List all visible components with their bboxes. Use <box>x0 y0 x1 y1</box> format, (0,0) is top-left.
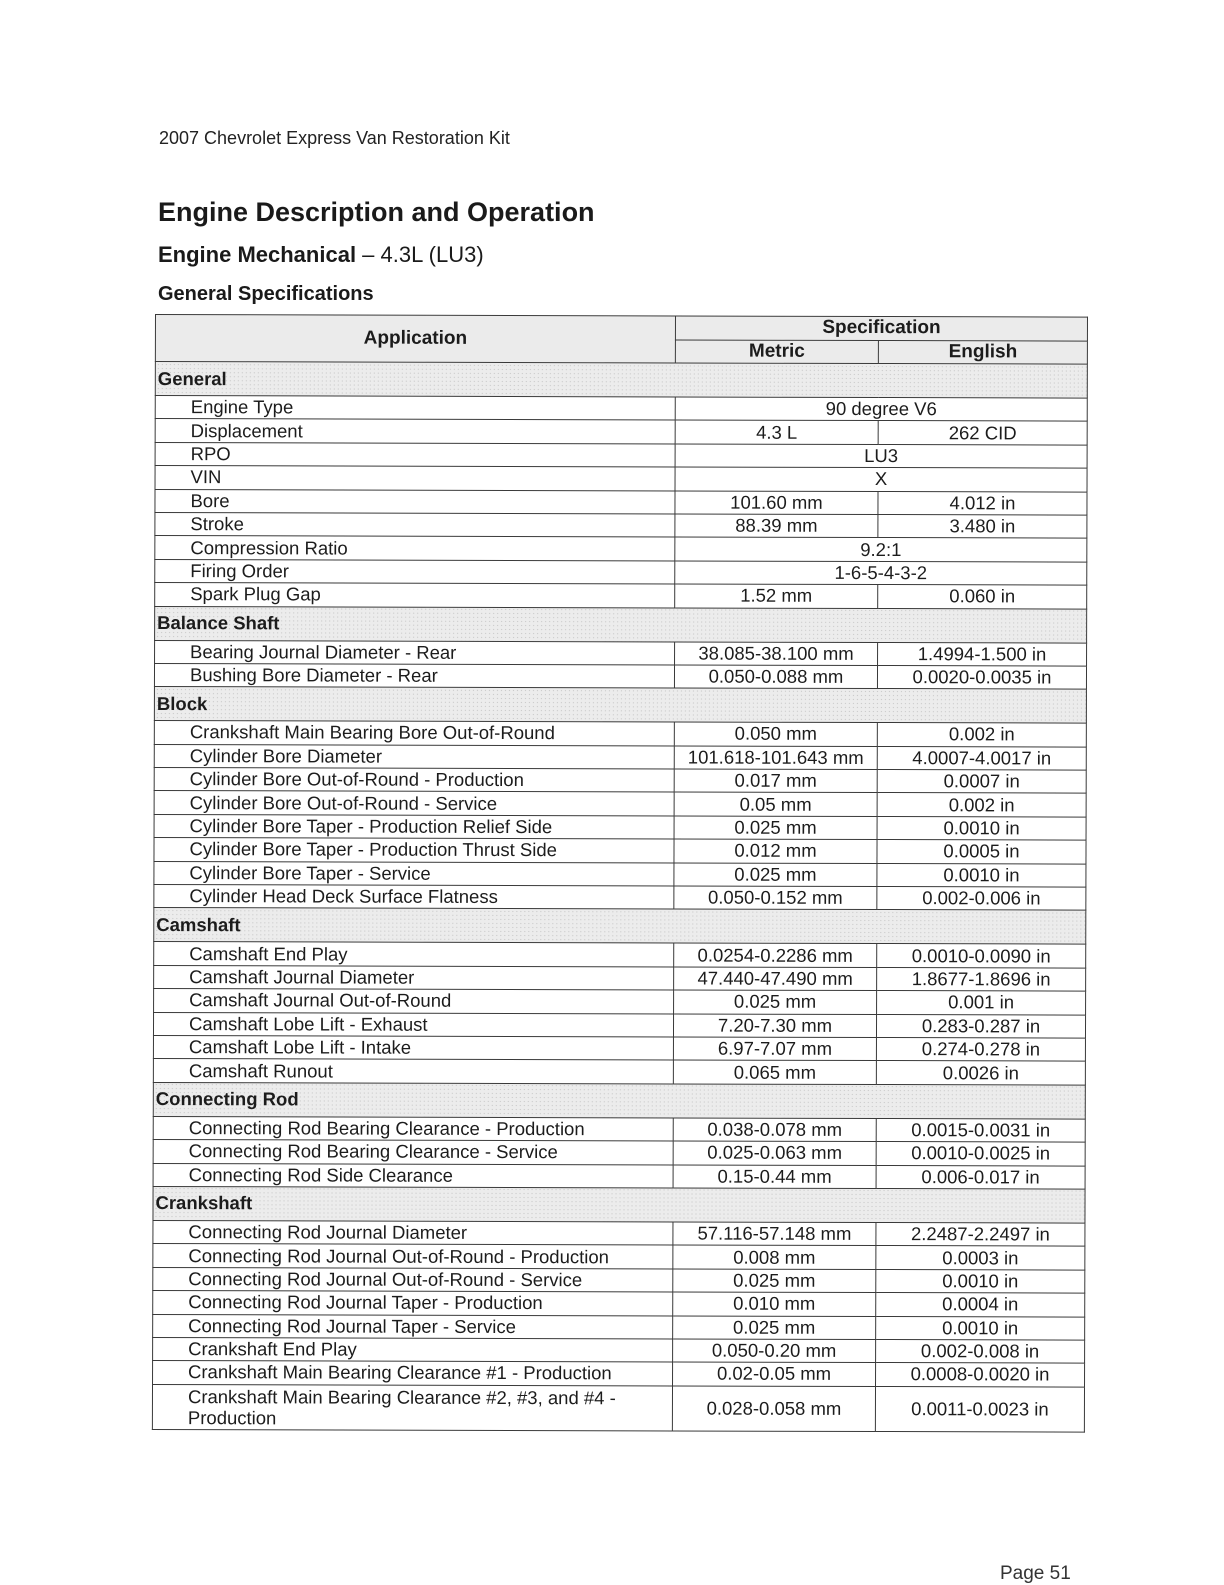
english-cell: 3.480 in <box>878 514 1087 538</box>
table-row <box>155 466 1087 492</box>
specification-cell: 1-6-5-4-3-2 <box>675 561 1087 586</box>
metric-cell: 0.050-0.152 mm <box>674 886 877 910</box>
table-body <box>152 362 1087 1432</box>
section-row <box>153 1186 1085 1223</box>
table-row <box>154 791 1086 817</box>
english-cell: 0.0003 in <box>876 1246 1085 1270</box>
english-cell: 262 CID <box>878 421 1087 445</box>
table-row <box>154 768 1086 794</box>
english-cell: 0.060 in <box>878 585 1087 609</box>
table-row <box>155 583 1087 609</box>
metric-cell: 0.017 mm <box>674 769 877 793</box>
metric-cell: 0.038-0.078 mm <box>673 1118 876 1142</box>
application-cell: Camshaft End Play <box>154 942 674 967</box>
english-cell: 0.002 in <box>877 793 1086 817</box>
application-cell: Cylinder Bore Diameter <box>154 744 674 769</box>
english-cell: 0.0007 in <box>877 770 1086 794</box>
metric-cell: 6.97-7.07 mm <box>673 1037 876 1061</box>
table-row <box>153 1116 1085 1142</box>
table-row <box>155 419 1087 445</box>
table-row <box>155 442 1087 468</box>
application-cell: Bushing Bore Diameter - Rear <box>154 663 674 688</box>
table-row <box>154 721 1086 747</box>
metric-cell: 0.15-0.44 mm <box>673 1164 876 1188</box>
table-row <box>153 1163 1085 1189</box>
english-cell: 4.0007-4.0017 in <box>877 746 1086 770</box>
metric-cell: 0.028-0.058 mm <box>672 1386 875 1432</box>
application-cell: Camshaft Journal Out-of-Round <box>154 989 674 1014</box>
section-row <box>153 1082 1085 1119</box>
table-row <box>153 1035 1085 1061</box>
english-cell: 0.0010 in <box>876 1269 1085 1293</box>
english-cell: 0.283-0.287 in <box>876 1014 1085 1038</box>
application-cell: Connecting Rod Bearing Clearance - Production <box>153 1116 673 1141</box>
metric-cell: 0.025 mm <box>673 1315 876 1339</box>
application-cell: Cylinder Bore Out-of-Round - Service <box>154 791 674 816</box>
english-cell: 0.0011-0.0023 in <box>875 1386 1084 1432</box>
application-cell: Displacement <box>155 419 675 444</box>
table-row <box>154 965 1086 991</box>
table-row <box>153 1140 1085 1166</box>
metric-cell: 0.0254-0.2286 mm <box>674 943 877 967</box>
application-cell: Camshaft Runout <box>153 1059 673 1084</box>
english-cell: 0.002 in <box>877 723 1086 747</box>
table-row <box>155 396 1087 422</box>
table-row <box>155 559 1087 585</box>
metric-cell: 88.39 mm <box>675 514 878 538</box>
table-header-row <box>155 315 1087 341</box>
application-cell: Cylinder Bore Taper - Production Relief Side <box>154 814 674 839</box>
table-row <box>154 861 1086 887</box>
metric-cell: 0.050 mm <box>674 722 877 746</box>
metric-cell: 101.618-101.643 mm <box>674 746 877 770</box>
application-cell: Firing Order <box>155 559 675 584</box>
application-cell: VIN <box>155 466 675 491</box>
table-row <box>153 1244 1085 1270</box>
application-cell: Cylinder Bore Out-of-Round - Production <box>154 768 674 793</box>
metric-cell: 0.025 mm <box>673 1269 876 1293</box>
application-cell: Connecting Rod Journal Out-of-Round - Production <box>153 1244 673 1269</box>
application-cell: Connecting Rod Side Clearance <box>153 1163 673 1188</box>
table-row <box>153 1059 1085 1085</box>
table-row <box>154 942 1086 968</box>
english-cell: 0.0020-0.0035 in <box>877 665 1086 689</box>
metric-cell: 0.025-0.063 mm <box>673 1141 876 1165</box>
application-cell: Crankshaft End Play <box>153 1337 673 1362</box>
section-subtitle <box>158 242 484 268</box>
application-cell: Engine Type <box>155 396 675 421</box>
english-cell: 0.0010-0.0090 in <box>877 944 1086 968</box>
application-cell: Camshaft Lobe Lift - Intake <box>153 1035 673 1060</box>
table-row <box>153 1314 1085 1340</box>
page-number: Page 51 <box>1000 1563 1071 1584</box>
column-header-metric: Metric <box>675 339 878 363</box>
section-header: General <box>155 362 1087 399</box>
english-cell: 0.0010 in <box>877 863 1086 887</box>
english-cell: 0.0010-0.0025 in <box>876 1142 1085 1166</box>
table-row <box>155 512 1087 538</box>
table-row <box>152 1384 1084 1432</box>
metric-cell: 101.60 mm <box>675 491 878 515</box>
application-cell: Connecting Rod Journal Diameter <box>153 1220 673 1245</box>
table-row <box>154 663 1086 689</box>
metric-cell: 0.05 mm <box>674 792 877 816</box>
specification-cell: 9.2:1 <box>675 537 1087 562</box>
metric-cell: 57.116-57.148 mm <box>673 1222 876 1246</box>
application-cell: Connecting Rod Bearing Clearance - Service <box>153 1140 673 1165</box>
section-header: Block <box>154 687 1086 724</box>
application-cell: Connecting Rod Journal Out-of-Round - Service <box>153 1267 673 1292</box>
table-row <box>154 744 1086 770</box>
specification-cell: 90 degree V6 <box>675 397 1087 422</box>
application-cell: Camshaft Journal Diameter <box>154 965 674 990</box>
table-row <box>155 536 1087 562</box>
metric-cell: 0.050-0.20 mm <box>673 1339 876 1363</box>
application-cell: Cylinder Bore Taper - Production Thrust Side <box>154 838 674 863</box>
table-row <box>155 640 1087 666</box>
metric-cell: 0.025 mm <box>674 863 877 887</box>
section-row <box>154 687 1086 724</box>
specification-cell: X <box>675 467 1087 492</box>
column-header-application: Application <box>155 315 675 363</box>
english-cell: 0.006-0.017 in <box>876 1165 1085 1189</box>
metric-cell: 0.025 mm <box>674 990 877 1014</box>
english-cell: 0.0015-0.0031 in <box>876 1118 1085 1142</box>
metric-cell: 1.52 mm <box>675 584 878 608</box>
metric-cell: 0.010 mm <box>673 1292 876 1316</box>
english-cell: 1.4994-1.500 in <box>878 642 1087 666</box>
english-cell: 0.274-0.278 in <box>876 1038 1085 1062</box>
metric-cell: 0.025 mm <box>674 816 877 840</box>
section-header: Crankshaft <box>153 1186 1085 1223</box>
table-row <box>153 1220 1085 1246</box>
metric-cell: 0.008 mm <box>673 1245 876 1269</box>
english-cell: 0.001 in <box>877 991 1086 1015</box>
application-cell: RPO <box>155 442 675 467</box>
application-cell: Crankshaft Main Bearing Clearance #2, #3, and #4 - Production <box>152 1384 672 1430</box>
application-cell: Compression Ratio <box>155 536 675 561</box>
table-row <box>153 1291 1085 1317</box>
table-row <box>153 1337 1085 1363</box>
subtitle-prefix: Engine Mechanical <box>158 242 357 267</box>
specifications-table <box>152 314 1088 1432</box>
english-cell: 4.012 in <box>878 491 1087 515</box>
application-cell: Crankshaft Main Bearing Bore Out-of-Round <box>154 721 674 746</box>
english-cell: 0.0005 in <box>877 840 1086 864</box>
application-cell: Spark Plug Gap <box>155 583 675 608</box>
english-cell: 0.002-0.006 in <box>877 887 1086 911</box>
section-row <box>154 908 1086 945</box>
english-cell: 0.0010 in <box>876 1316 1085 1340</box>
application-cell: Stroke <box>155 512 675 537</box>
application-cell: Crankshaft Main Bearing Clearance #1 - Production <box>153 1361 673 1386</box>
application-cell: Bore <box>155 489 675 514</box>
subtitle-suffix: – 4.3L (LU3) <box>356 242 484 267</box>
table-row <box>154 814 1086 840</box>
application-cell: Camshaft Lobe Lift - Exhaust <box>153 1012 673 1037</box>
table-row <box>153 1267 1085 1293</box>
application-cell: Cylinder Bore Taper - Service <box>154 861 674 886</box>
table-row <box>153 1361 1085 1387</box>
table-row <box>154 885 1086 911</box>
metric-cell: 0.065 mm <box>673 1060 876 1084</box>
english-cell: 0.0008-0.0020 in <box>876 1363 1085 1387</box>
section-row <box>155 606 1087 643</box>
metric-cell: 38.085-38.100 mm <box>675 641 878 665</box>
page-title: Engine Description and Operation <box>158 197 595 227</box>
section-header: Connecting Rod <box>153 1082 1085 1119</box>
english-cell: 0.0010 in <box>877 816 1086 840</box>
table-heading: General Specifications <box>158 283 374 305</box>
metric-cell: 4.3 L <box>675 420 878 444</box>
application-cell: Connecting Rod Journal Taper - Production <box>153 1291 673 1316</box>
table-row <box>154 989 1086 1015</box>
running-header: 2007 Chevrolet Express Van Restoration Kit <box>159 128 510 148</box>
english-cell: 0.0004 in <box>876 1293 1085 1317</box>
english-cell: 1.8677-1.8696 in <box>877 967 1086 991</box>
specification-cell: LU3 <box>675 444 1087 469</box>
application-cell: Connecting Rod Journal Taper - Service <box>153 1314 673 1339</box>
english-cell: 0.0026 in <box>876 1061 1085 1085</box>
section-header: Balance Shaft <box>155 606 1087 643</box>
metric-cell: 0.012 mm <box>674 839 877 863</box>
application-cell: Cylinder Head Deck Surface Flatness <box>154 885 674 910</box>
application-cell: Bearing Journal Diameter - Rear <box>155 640 675 665</box>
column-header-english: English <box>878 340 1087 364</box>
column-header-specification: Specification <box>675 316 1087 341</box>
metric-cell: 0.02-0.05 mm <box>673 1362 876 1386</box>
english-cell: 0.002-0.008 in <box>876 1339 1085 1363</box>
section-row <box>155 362 1087 399</box>
metric-cell: 47.440-47.490 mm <box>674 967 877 991</box>
table-row <box>154 838 1086 864</box>
metric-cell: 0.050-0.088 mm <box>674 665 877 689</box>
english-cell: 2.2487-2.2497 in <box>876 1222 1085 1246</box>
metric-cell: 7.20-7.30 mm <box>673 1014 876 1038</box>
section-header: Camshaft <box>154 908 1086 945</box>
table-row <box>155 489 1087 515</box>
table-row <box>153 1012 1085 1038</box>
